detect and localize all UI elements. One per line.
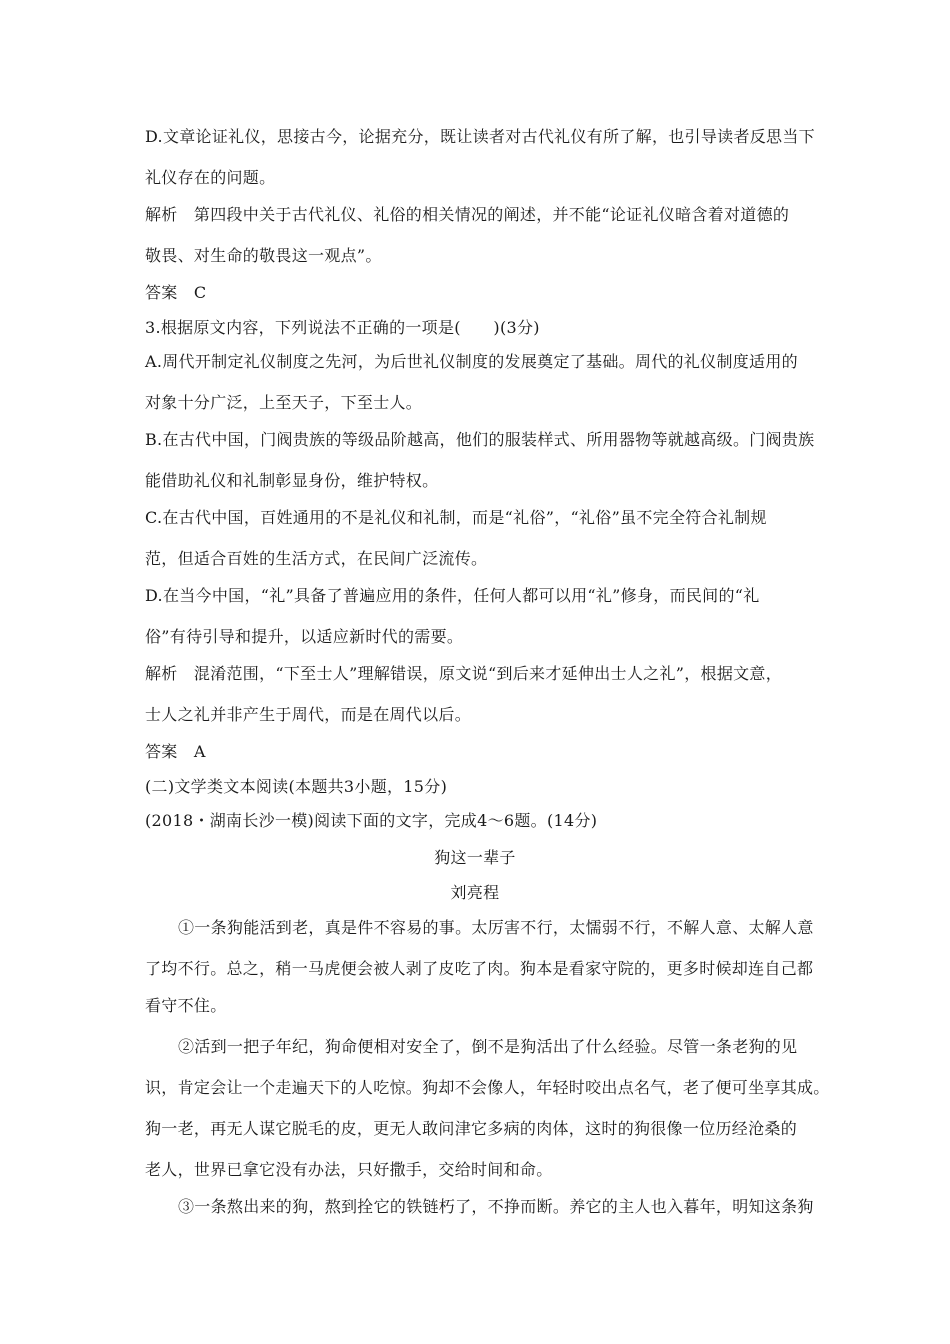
paragraph-2-line3: 狗一老，再无人谋它脱毛的皮，更无人敢问津它多病的肉体，这时的狗很像一位历经沧桑的 [145, 1119, 798, 1138]
q3-option-c-line2: 范，但适合百姓的生活方式，在民间广泛流传。 [145, 549, 488, 568]
paragraph-2-line4: 老人，世界已拿它没有办法，只好撒手，交给时间和命。 [145, 1160, 553, 1179]
q3-option-d-line2: 俗”有待引导和提升，以适应新时代的需要。 [145, 627, 464, 646]
q3-option-a-line1: A.周代开制定礼仪制度之先河，为后世礼仪制度的发展奠定了基础。周代的礼仪制度适用的 [145, 352, 798, 371]
q2-option-d-line1: D.文章论证礼仪，思接古今，论据充分，既让读者对古代礼仪有所了解，也引导读者反思当下 [145, 127, 815, 146]
q3-analysis-line2: 士人之礼并非产生于周代，而是在周代以后。 [145, 705, 472, 724]
section-instruction: (2018・湖南长沙一模)阅读下面的文字，完成4～6题。(14分) [145, 811, 598, 830]
paragraph-3-line1: ③一条熬出来的狗，熬到拴它的铁链朽了，不挣而断。养它的主人也入暮年，明知这条狗 [178, 1197, 814, 1216]
q2-analysis-line1: 解析 第四段中关于古代礼仪、礼俗的相关情况的阐述，并不能“论证礼仪暗含着对道德的 [145, 205, 790, 224]
essay-author: 刘亮程 [450, 883, 500, 902]
q3-option-c-line1: C.在古代中国，百姓通用的不是礼仪和礼制，而是“礼俗”，“礼俗”虽不完全符合礼制规 [145, 508, 767, 527]
essay-title: 狗这一辈子 [434, 848, 516, 867]
q3-answer: 答案 A [145, 742, 206, 761]
paragraph-2-line2: 识，肯定会让一个走遍天下的人吃惊。狗却不会像人，年轻时咬出点名气，老了便可坐享其成。 [145, 1078, 830, 1097]
q3-option-b-line2: 能借助礼仪和礼制彰显身份，维护特权。 [145, 471, 439, 490]
q2-answer: 答案 C [145, 283, 207, 302]
paragraph-2-line1: ②活到一把子年纪，狗命便相对安全了，倒不是狗活出了什么经验。尽管一条老狗的见 [178, 1037, 798, 1056]
q3-analysis-line1: 解析 混淆范围，“下至士人”理解错误，原文说“到后来才延伸出士人之礼”，根据文意， [145, 664, 783, 683]
q2-option-d-line2: 礼仪存在的问题。 [145, 168, 276, 187]
section-heading: (二)文学类文本阅读(本题共3小题，15分) [145, 777, 448, 796]
q3-option-b-line1: B.在古代中国，门阀贵族的等级品阶越高，他们的服装样式、所用器物等就越高级。门阀贵族 [145, 430, 815, 449]
paragraph-1-line2: 了均不行。总之，稍一马虎便会被人剥了皮吃了肉。狗本是看家守院的，更多时候却连自己都 [145, 959, 814, 978]
paragraph-1-line1: ①一条狗能活到老，真是件不容易的事。太厉害不行，太懦弱不行，不解人意、太解人意 [178, 918, 814, 937]
q2-analysis-line2: 敬畏、对生命的敬畏这一观点”。 [145, 246, 382, 265]
q3-option-a-line2: 对象十分广泛，上至天子，下至士人。 [145, 393, 423, 412]
paragraph-1-line3: 看守不住。 [145, 996, 227, 1015]
q3-option-d-line1: D.在当今中国，“礼”具备了普遍应用的条件，任何人都可以用“礼”修身，而民间的“礼 [145, 586, 760, 605]
q3-question: 3.根据原文内容，下列说法不正确的一项是( )(3分) [145, 318, 540, 337]
